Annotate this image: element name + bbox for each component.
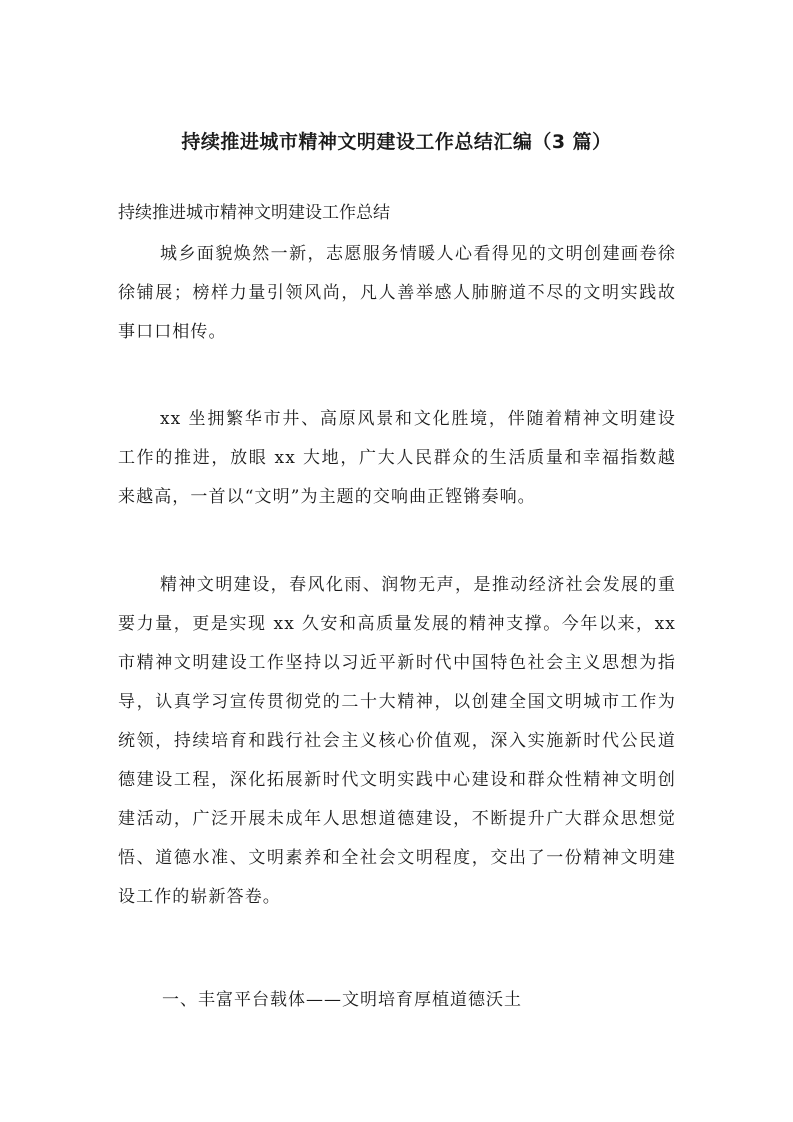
paragraph-1: 城乡面貌焕然一新，志愿服务情暖人心看得见的文明创建画卷徐徐铺展；榜样力量引领风尚，凡人善举感人肺腑道不尽的文明实践故事口口相传。 — [118, 244, 676, 342]
paragraph-2: xx 坐拥繁华市井、高原风景和文化胜境，伴随着精神文明建设工作的推进，放眼 xx 大地，广大人民群众的生活质量和幸福指数越来越高，一首以“文明”为主题的交响曲正铿锵奏响。 — [118, 409, 676, 507]
paragraph-3: 精神文明建设，春风化雨、润物无声，是推动经济社会发展的重要力量，更是实现 xx 久安和高质量发展的精神支撑。今年以来，xx 市精神文明建设工作坚持以习近平新时代中国特色社会主义思想为指导，认真学习宣传贯彻党的二十大精神，以创建全国文明城市工作为统领，持续培育和践行社会主义核心价值观，深入实施新时代公民道德建设工程，深化拓展新时代文明实践中心建设和群众性精神文明创建活动，广泛开展未成年人思想道德建设，不断提升广大群众思想觉悟、道德水准、文明素养和全社会文明程度，交出了一份精神文明建设工作的崭新答卷。 — [118, 575, 676, 907]
section-heading-1: 一、丰富平台载体——文明培育厚植道德沃土 — [162, 990, 522, 1010]
document-subtitle: 持续推进城市精神文明建设工作总结 — [118, 203, 390, 223]
document-title: 持续推进城市精神文明建设工作总结汇编（3 篇） — [181, 131, 612, 153]
